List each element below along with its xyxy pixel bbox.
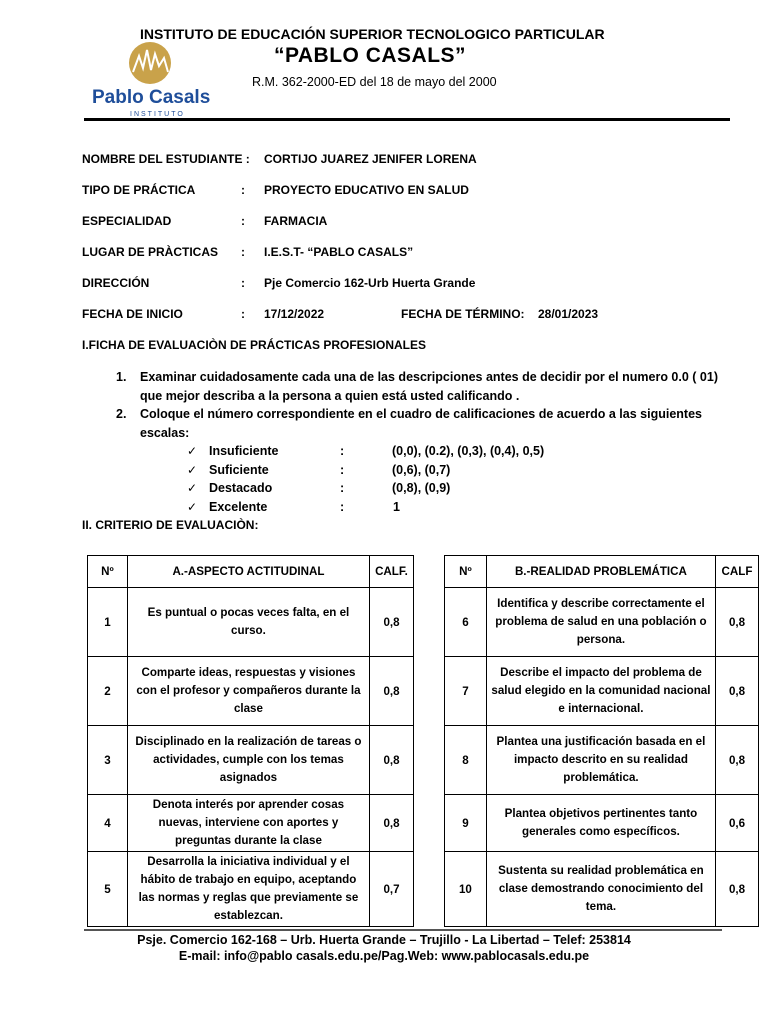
table-row <box>445 852 759 927</box>
start-date-label: FECHA DE INICIO <box>82 307 183 321</box>
end-date-label: FECHA DE TÉRMINO: <box>401 307 525 321</box>
logo-text: Pablo Casals <box>92 87 211 108</box>
pablo-casals-logo <box>90 42 220 118</box>
scale-excelente-colon: : <box>340 500 345 514</box>
table-row <box>445 726 759 795</box>
resolution-text: R.M. 362-2000-ED del 18 de mayo del 2000 <box>252 75 497 89</box>
row-description: Denota interés por aprender cosas nuevas, interviene con aportes y preguntas durante la clase <box>127 795 369 852</box>
practice-place-label: LUGAR DE PRÀCTICAS <box>82 245 219 259</box>
logo-subtext: INSTITUTO <box>130 111 185 118</box>
table-realidad-problematica <box>444 555 759 927</box>
practice-type-label: TIPO DE PRÁCTICA <box>82 183 196 197</box>
table-row <box>88 852 414 927</box>
scale-excelente-name: Excelente <box>209 500 268 514</box>
row-number: 8 <box>445 726 487 795</box>
row-grade: 0,8 <box>370 726 414 795</box>
footer-contact: E-mail: info@pablo casals.edu.pe/Pag.Web: www.pablocasals.edu.pe <box>178 949 590 963</box>
header-rule <box>84 118 730 121</box>
col-header-aspect: A.-ASPECTO ACTITUDINAL <box>127 556 369 588</box>
row-description: Plantea objetivos pertinentes tanto generales como específicos. <box>486 795 715 852</box>
instruction-1-num: 1. <box>116 370 127 384</box>
col-header-calf: CALF <box>716 556 759 588</box>
check-icon: ✓ <box>187 463 198 477</box>
scale-destacado-values: (0,8), (0,9) <box>392 481 451 495</box>
row-number: 1 <box>88 588 128 657</box>
row-grade: 0,6 <box>716 795 759 852</box>
row-description: Comparte ideas, respuestas y visiones con el profesor y compañeros durante la clase <box>127 657 369 726</box>
scale-insuficiente-name: Insuficiente <box>209 444 279 458</box>
row-description: Plantea una justificación basada en el impacto descrito en su realidad problemática. <box>486 726 715 795</box>
scale-suficiente-colon: : <box>340 463 345 477</box>
address-label: DIRECCIÓN <box>82 276 150 290</box>
scale-excelente-values: 1 <box>393 500 400 514</box>
row-grade: 0,7 <box>370 852 414 927</box>
col-header-reality: B.-REALIDAD PROBLEMÁTICA <box>486 556 715 588</box>
row-description: Desarrolla la iniciativa individual y el hábito de trabajo en equipo, aceptando las normas y reglas que previamente se establezcan. <box>127 852 369 927</box>
table-aspecto-actitudinal <box>87 555 414 927</box>
row-grade: 0,8 <box>716 657 759 726</box>
practice-place-colon: : <box>241 245 245 259</box>
instruction-2-line1: Coloque el número correspondiente en el cuadro de calificaciones de acuerdo a las siguientes <box>140 407 702 421</box>
row-grade: 0,8 <box>370 657 414 726</box>
check-icon: ✓ <box>187 444 198 458</box>
table-row <box>88 726 414 795</box>
row-number: 10 <box>445 852 487 927</box>
row-grade: 0,8 <box>716 588 759 657</box>
instruction-1-line1: Examinar cuidadosamente cada una de las descripciones antes de decidir por el numero 0.0 ( 01) <box>140 370 718 384</box>
row-grade: 0,8 <box>716 726 759 795</box>
row-description: Es puntual o pocas veces falta, en el curso. <box>127 588 369 657</box>
row-description: Identifica y describe correctamente el problema de salud en una población o persona. <box>486 588 715 657</box>
scale-suficiente-name: Suficiente <box>209 463 269 477</box>
table-row <box>445 795 759 852</box>
row-number: 5 <box>88 852 128 927</box>
footer-address: Psje. Comercio 162-168 – Urb. Huerta Grande – Trujillo - La Libertad – Telef: 253814 <box>137 933 631 947</box>
scale-suficiente-values: (0,6), (0,7) <box>392 463 451 477</box>
scale-destacado-colon: : <box>340 481 345 495</box>
specialty-colon: : <box>241 214 245 228</box>
row-number: 2 <box>88 657 128 726</box>
section-2-title: II. CRITERIO DE EVALUACIÒN: <box>82 518 259 532</box>
row-number: 9 <box>445 795 487 852</box>
row-description: Describe el impacto del problema de salud elegido en la comunidad nacional e internacional. <box>486 657 715 726</box>
specialty-label: ESPECIALIDAD <box>82 214 172 228</box>
instruction-2-line2: escalas: <box>140 426 190 440</box>
scale-insuficiente-values: (0,0), (0.2), (0,3), (0,4), 0,5) <box>392 444 545 458</box>
address-colon: : <box>241 276 245 290</box>
row-description: Sustenta su realidad problemática en clase demostrando conocimiento del tema. <box>486 852 715 927</box>
instruction-2-num: 2. <box>116 407 127 421</box>
row-grade: 0,8 <box>370 795 414 852</box>
start-date-colon: : <box>241 307 245 321</box>
table-row <box>445 588 759 657</box>
section-1-title: I.FICHA DE EVALUACIÒN DE PRÁCTICAS PROFESIONALES <box>82 338 427 352</box>
col-header-calf: CALF. <box>370 556 414 588</box>
row-grade: 0,8 <box>370 588 414 657</box>
address-value: Pje Comercio 162-Urb Huerta Grande <box>264 276 476 290</box>
row-number: 4 <box>88 795 128 852</box>
student-name-label: NOMBRE DEL ESTUDIANTE : <box>82 152 250 166</box>
row-number: 7 <box>445 657 487 726</box>
end-date-value: 28/01/2023 <box>538 307 599 321</box>
check-icon: ✓ <box>187 500 198 514</box>
footer-rule <box>84 929 722 931</box>
table-row <box>88 657 414 726</box>
row-number: 3 <box>88 726 128 795</box>
table-row <box>88 588 414 657</box>
row-description: Disciplinado en la realización de tareas o actividades, cumple con los temas asignados <box>127 726 369 795</box>
institute-name: “PABLO CASALS” <box>273 44 467 67</box>
col-header-num: Nº <box>88 556 128 588</box>
col-header-num: Nº <box>445 556 487 588</box>
check-icon: ✓ <box>187 481 198 495</box>
row-number: 6 <box>445 588 487 657</box>
table-row <box>445 657 759 726</box>
start-date-value: 17/12/2022 <box>264 307 325 321</box>
scale-insuficiente-colon: : <box>340 444 345 458</box>
practice-type-colon: : <box>241 183 245 197</box>
instruction-1-line2: que mejor describa a la persona a quien está usted calificando . <box>140 389 520 403</box>
table-row <box>88 795 414 852</box>
practice-type-value: PROYECTO EDUCATIVO EN SALUD <box>264 183 469 197</box>
student-name-value: CORTIJO JUAREZ JENIFER LORENA <box>264 152 477 166</box>
specialty-value: FARMACIA <box>264 214 328 228</box>
scale-destacado-name: Destacado <box>209 481 273 495</box>
row-grade: 0,8 <box>716 852 759 927</box>
practice-place-value: I.E.S.T- “PABLO CASALS” <box>264 245 414 259</box>
institution-title: INSTITUTO DE EDUCACIÓN SUPERIOR TECNOLOGICO PARTICULAR <box>140 26 605 42</box>
